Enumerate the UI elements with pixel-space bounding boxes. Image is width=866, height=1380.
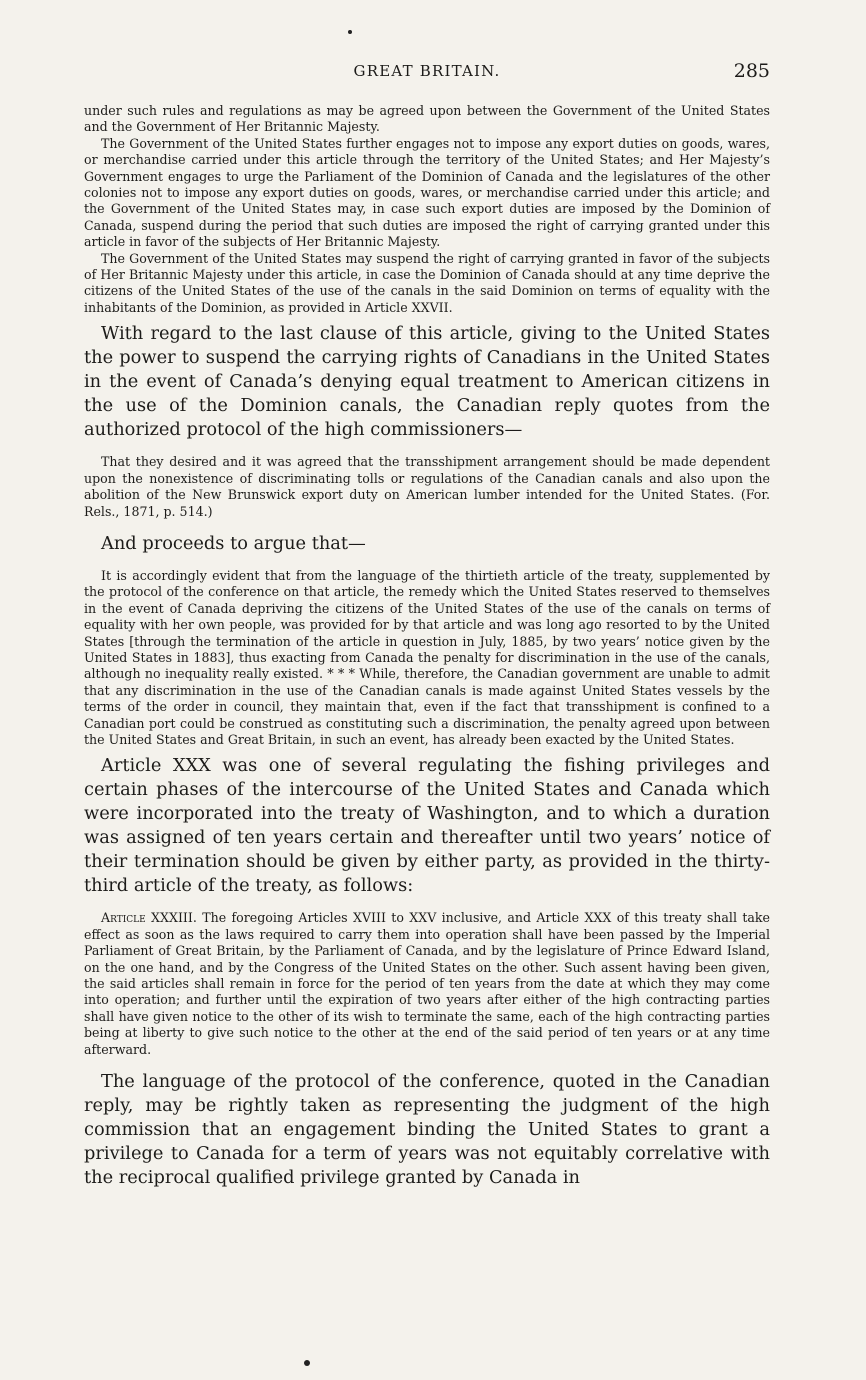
ink-speck-top bbox=[348, 30, 352, 34]
paragraph-export-duties: The Government of the United States further engages not to impose any export duties on goods, wares, or merchandise carried under this article through the territory of the United States; and Her Majesty’s Government engages to urge the Parliament of the Dominion of Canada and the legislatures of the other colonies not to impose any export duties on goods, wares, or merchandise carried under this article; and the Government of the United States may, in case such export duties are imposed by the Dominion of Canada, suspend during the period that such duties are imposed the right of carrying granted under this article in favor of the subjects of Her Britannic Majesty. bbox=[84, 135, 770, 250]
article-xxxiii-heading: Article XXXIII. bbox=[101, 910, 197, 926]
page-number: 285 bbox=[733, 60, 770, 82]
article-xxxiii-text: The foregoing Articles XVIII to XXV inclusive, and Article XXX of this treaty shall take effect as soon as the laws required to carry them into operation shall have been passed by the Imperial Parliament of Great Britain, by the Parliament of Canada, and by the legislature of Prince Edward Island, on the one hand, and by the Congress of the United States on the other. Such assent having been given, the said articles shall remain in force for the period of ten years from the date at which they may come into operation; and further until the expiration of two years after either of the high contracting parties shall have given notice to the other of its wish to terminate the same, each of the high contracting parties being at liberty to give such notice to the other at the end of the said period of ten years or at any time afterward. bbox=[84, 910, 770, 1057]
paragraph-suspend-carrying: The Government of the United States may suspend the right of carrying granted in favor of the subjects of Her Britannic Majesty under this article, in case the Dominion of Canada should at any time deprive the citizens of the United States of the use of the canals in the said Dominion on terms of equality with the inhabitants of the Dominion, as provided in Article XXVII. bbox=[84, 250, 770, 315]
running-title: GREAT BRITAIN. bbox=[353, 62, 501, 80]
quote-protocol: That they desired and it was agreed that the transshipment arrangement should be made dependent upon the nonexistence of discriminating tolls or regulations of the Canadian canals and also upon the abolition of the New Brunswick export duty on American lumber intended for the United States. (For. Rels., 1871, p. 514.) bbox=[84, 454, 770, 519]
body-text bbox=[84, 103, 770, 1190]
ink-speck-bottom bbox=[304, 1360, 310, 1366]
paragraph-last-clause: With regard to the last clause of this article, giving to the United States the power to suspend the carrying rights of Canadians in the United States in the event of Canada’s denying equal treatment to American citizens in the use of the Dominion canals, the Canadian reply quotes from the authorized protocol of the high commissioners— bbox=[84, 323, 770, 441]
paragraph-protocol-language: The language of the protocol of the conference, quoted in the Canadian reply, may be rightly taken as representing the judgment of the high commission that an engagement binding the United States to grant a privilege to Canada for a term of years was not equitably correlative with the reciprocal qualified privilege granted by Canada in bbox=[84, 1071, 770, 1189]
paragraph-proceeds: And proceeds to argue that— bbox=[101, 532, 366, 554]
quote-article-xxxiii bbox=[84, 910, 770, 1058]
quote-canadian-argument: It is accordingly evident that from the language of the thirtieth article of the treaty, supplemented by the protocol of the conference on that article, the remedy which the United States reserved to themselves in the event of Canada depriving the citizens of the United States of the use of the canals on terms of equality with her own people, was provided for by that article and was long ago resorted to by the United States [through the termination of the article in question in July, 1885, by two years’ notice given by the United States in 1883], thus exacting from Canada the penalty for discrimination in the use of the canals, although no inequality really existed. * * * While, therefore, the Canadian government are unable to admit that any discrimination in the use of the Canadian canals is made against United States vessels by the terms of the order in council, they maintain that, even if the fact that transshipment is confined to a Canadian port could be construed as constituting such a discrimination, the penalty agreed upon between the United States and Great Britain, in such an event, has already been exacted by the United States. bbox=[84, 567, 770, 747]
paragraph-article-xxx: Article XXX was one of several regulating the fishing privileges and certain phases of the intercourse of the United States and Canada which were incorporated into the treaty of Washington, and to which a duration was assigned of ten years certain and thereafter until two years’ notice of their termination should be given by either party, as provided in the thirty-third article of the treaty, as follows: bbox=[84, 755, 770, 897]
paragraph-continuation: under such rules and regulations as may be agreed upon between the Government of the United States and the Government of Her Britannic Majesty. bbox=[84, 103, 770, 135]
page-header bbox=[84, 60, 770, 86]
